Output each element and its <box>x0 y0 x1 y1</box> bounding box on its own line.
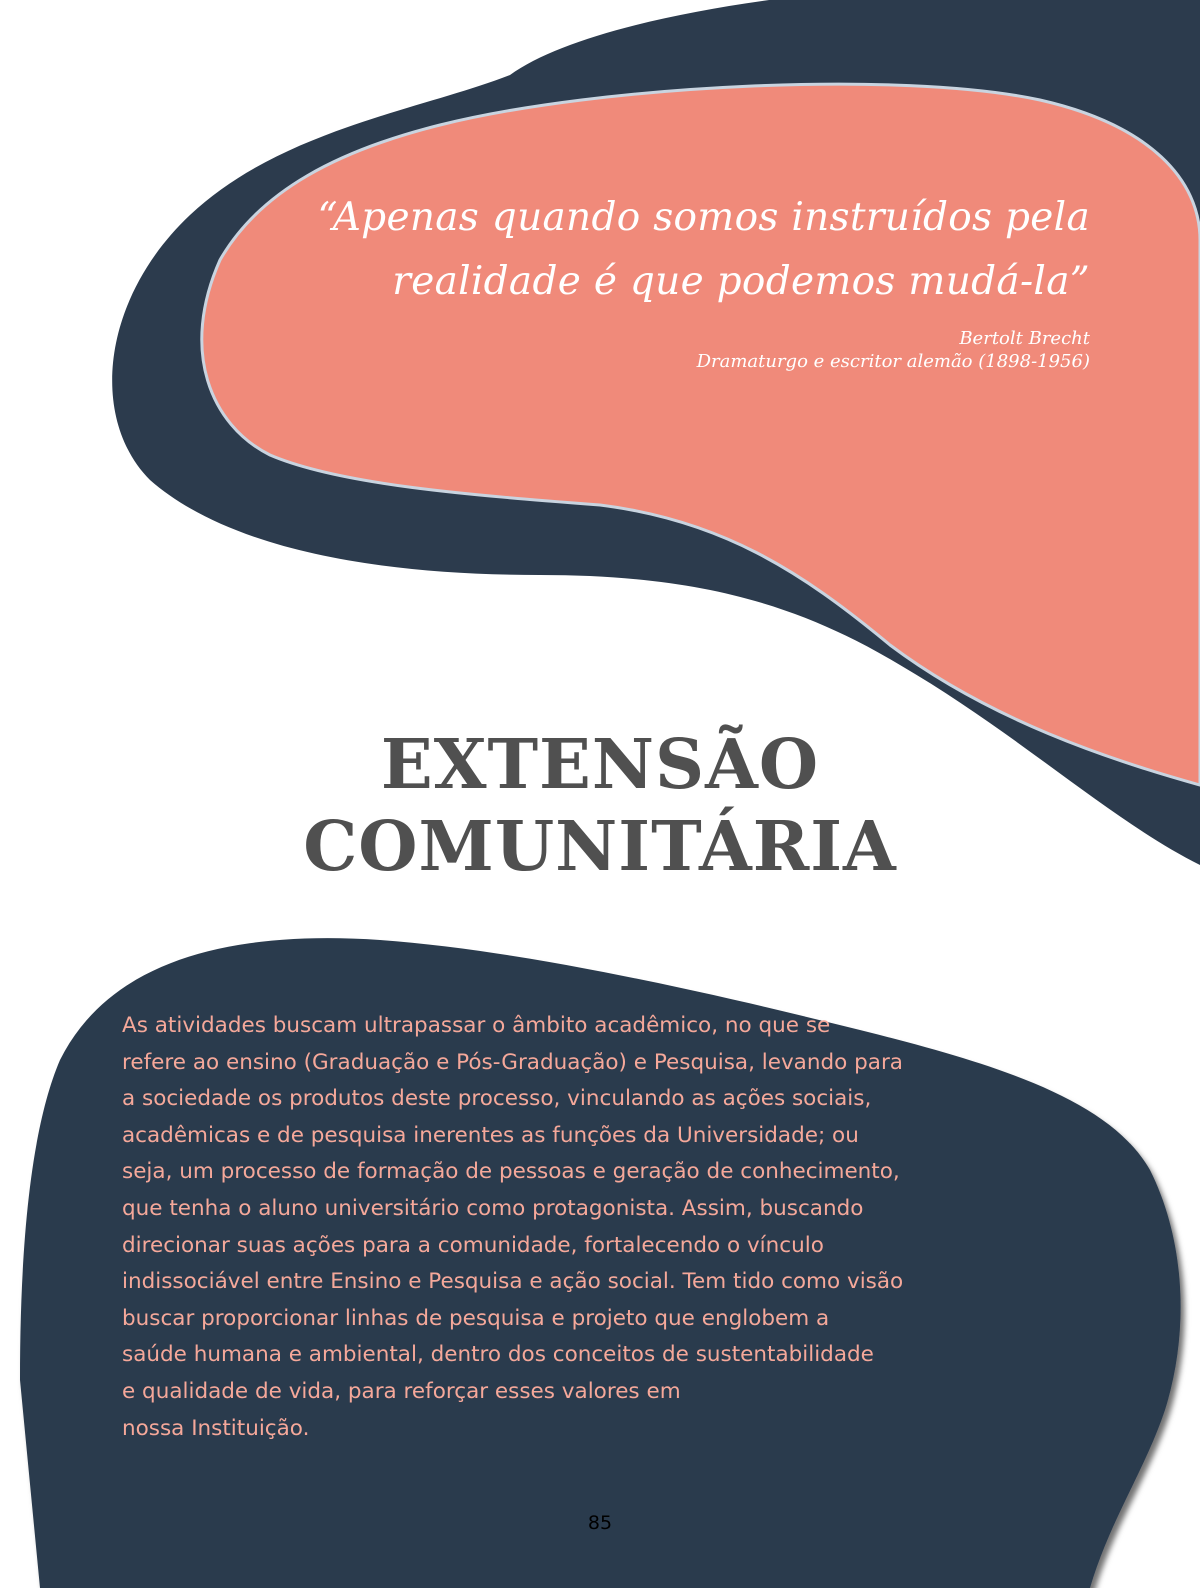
body-line: seja, um processo de formação de pessoas e geração de conhecimento, <box>122 1159 900 1185</box>
body-line: As atividades buscam ultrapassar o âmbito acadêmico, no que se <box>122 1013 831 1038</box>
quote-block <box>200 186 1090 375</box>
body-line: e qualidade de vida, para reforçar esses valores em <box>122 1378 681 1404</box>
quote-text <box>200 186 1090 314</box>
page-number: 85 <box>587 1512 613 1534</box>
body-line: acadêmicas e de pesquisa inerentes as funções da Universidade; ou <box>122 1122 859 1148</box>
quote-line-2: realidade é que podemos mudá-la” <box>392 259 1090 304</box>
quote-author-role: Dramaturgo e escritor alemão (1898-1956) <box>696 351 1090 372</box>
quote-author: Bertolt Brecht <box>959 328 1090 349</box>
body-line: que tenha o aluno universitário como protagonista. Assim, buscando <box>122 1195 864 1221</box>
body-paragraph <box>122 1008 1052 1447</box>
title-line-2: COMUNITÁRIA <box>303 807 897 887</box>
body-line: refere ao ensino (Graduação e Pós-Graduação) e Pesquisa, levando para <box>122 1049 903 1075</box>
body-line: saúde humana e ambiental, dentro dos conceitos de sustentabilidade <box>122 1342 874 1368</box>
title-line-1: EXTENSÃO <box>380 725 820 805</box>
body-line: nossa Instituição. <box>122 1415 310 1441</box>
body-line: a sociedade os produtos deste processo, vinculando as ações sociais, <box>122 1086 872 1112</box>
body-line: indissociável entre Ensino e Pesquisa e ação social. Tem tido como visão <box>122 1269 904 1295</box>
body-line: buscar proporcionar linhas de pesquisa e projeto que englobem a <box>122 1305 830 1331</box>
body-line: direcionar suas ações para a comunidade, fortalecendo o vínculo <box>122 1232 824 1258</box>
section-title <box>0 724 1200 888</box>
quote-line-1: “Apenas quando somos instruídos pela <box>317 195 1090 240</box>
